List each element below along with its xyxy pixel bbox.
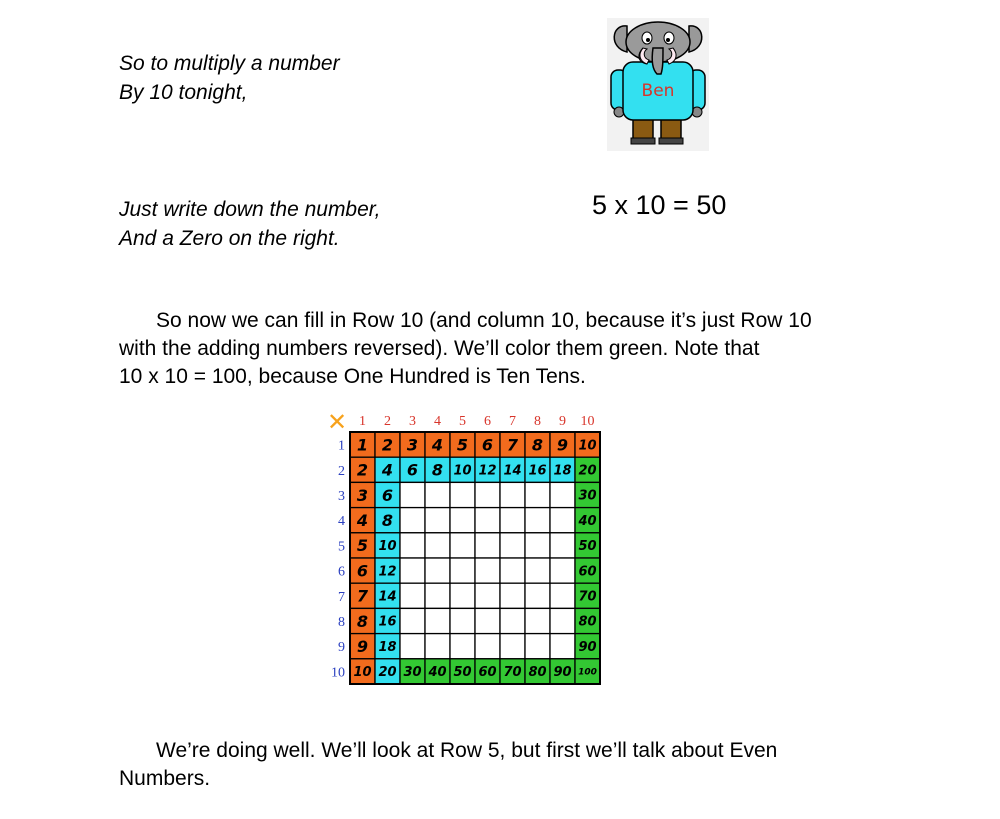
grid-cell-empty <box>475 583 500 608</box>
grid-cell-value: 14 <box>503 463 522 479</box>
paragraph-row-10 <box>119 307 899 391</box>
poem-line: And a Zero on the right. <box>119 227 340 250</box>
grid-cell-value: 50 <box>453 665 472 681</box>
grid-cell-empty <box>475 634 500 659</box>
grid-cell-value: 8 <box>431 460 444 480</box>
paragraph-line: We’re doing well. We’ll look at Row 5, but first we’ll talk about Even <box>156 739 778 762</box>
grid-cell-value: 5 <box>456 435 469 455</box>
paragraph-line: with the adding numbers reversed). We’ll color them green. Note that <box>119 337 760 360</box>
row-header: 10 <box>331 665 345 681</box>
grid-cell-value: 3 <box>406 435 419 455</box>
grid-cell-empty <box>425 533 450 558</box>
grid-cell-value: 16 <box>378 614 397 630</box>
multiplication-table <box>320 408 610 688</box>
grid-cell-empty <box>450 583 475 608</box>
column-header: 10 <box>580 414 595 429</box>
grid-cell-value: 20 <box>578 463 597 479</box>
grid-cell-empty <box>425 508 450 533</box>
grid-cell-empty <box>450 508 475 533</box>
grid-cell-value: 90 <box>553 665 572 681</box>
grid-cell-value: 12 <box>378 564 397 580</box>
grid-cell-empty <box>400 482 425 507</box>
row-header: 9 <box>338 640 345 656</box>
grid-cell-value: 9 <box>356 636 369 656</box>
grid-cell-value: 60 <box>578 564 597 580</box>
paragraph-line: 10 x 10 = 100, because One Hundred is Ten Tens. <box>119 365 586 388</box>
grid-cell-empty <box>550 533 575 558</box>
grid-cell-empty <box>500 558 525 583</box>
grid-cell-empty <box>550 508 575 533</box>
grid-cell-value: 7 <box>506 435 519 455</box>
grid-cell-value: 20 <box>378 665 397 681</box>
grid-cell-value: 7 <box>356 586 369 606</box>
row-header: 3 <box>338 489 345 504</box>
grid-cell-value: 8 <box>531 435 544 455</box>
grid-cell-empty <box>525 634 550 659</box>
column-header: 9 <box>559 414 566 429</box>
grid-cell-empty <box>500 482 525 507</box>
grid-cell-empty <box>525 533 550 558</box>
grid-cell-empty <box>400 608 425 633</box>
grid-cell-empty <box>450 558 475 583</box>
grid-cell-value: 50 <box>578 539 597 555</box>
grid-cell-value: 16 <box>528 463 547 479</box>
grid-cell-value: 6 <box>381 485 394 505</box>
paragraph-even-numbers <box>119 737 899 793</box>
equation: 5 x 10 = 50 <box>592 190 727 220</box>
grid-cell-empty <box>525 558 550 583</box>
grid-cell-value: 80 <box>578 614 597 630</box>
grid-cell-empty <box>475 608 500 633</box>
grid-cell-value: 100 <box>578 667 597 678</box>
grid-cell-empty <box>475 558 500 583</box>
grid-cell-value: 8 <box>381 510 394 530</box>
column-header: 8 <box>534 414 541 429</box>
column-header: 6 <box>484 414 491 429</box>
grid-cell-value: 10 <box>378 539 397 555</box>
grid-cell-empty <box>400 533 425 558</box>
grid-cell-value: 40 <box>428 665 447 681</box>
grid-cell-value: 2 <box>381 435 394 455</box>
poem-stanza-2 <box>119 195 380 253</box>
grid-cell-value: 30 <box>578 488 597 504</box>
column-header: 4 <box>434 414 441 429</box>
poem-line: So to multiply a number <box>119 52 340 75</box>
grid-cell-value: 80 <box>528 665 547 681</box>
grid-cell-value: 18 <box>378 639 397 655</box>
grid-cell-value: 4 <box>356 510 369 530</box>
poem-stanza-1 <box>119 49 340 107</box>
grid-cell-value: 60 <box>478 665 497 681</box>
grid-cell-value: 10 <box>453 463 472 479</box>
grid-cell-empty <box>525 508 550 533</box>
poem-line: Just write down the number, <box>119 198 381 221</box>
column-header: 2 <box>384 414 391 429</box>
grid-cell-value: 4 <box>431 435 444 455</box>
grid-cell-empty <box>500 634 525 659</box>
ben-elephant-illustration <box>607 18 709 151</box>
paragraph-line: So now we can fill in Row 10 (and column 10, because it’s just Row 10 <box>156 309 812 332</box>
grid-cell-value: 10 <box>353 665 372 681</box>
grid-cell-empty <box>550 608 575 633</box>
grid-cell-empty <box>475 482 500 507</box>
grid-cell-empty <box>525 583 550 608</box>
row-header: 7 <box>338 589 345 605</box>
column-header: 7 <box>509 414 516 429</box>
column-header: 3 <box>409 414 416 429</box>
grid-cell-value: 10 <box>578 438 597 454</box>
row-header: 1 <box>338 438 345 454</box>
grid-cell-value: 6 <box>406 460 419 480</box>
grid-cell-empty <box>450 634 475 659</box>
grid-cell-value: 90 <box>578 639 597 655</box>
grid-cell-empty <box>425 608 450 633</box>
grid-cell-empty <box>425 634 450 659</box>
grid-cell-empty <box>450 533 475 558</box>
grid-cell-value: 30 <box>403 665 422 681</box>
grid-cell-empty <box>475 508 500 533</box>
grid-cell-empty <box>500 533 525 558</box>
grid-cell-empty <box>400 634 425 659</box>
grid-cell-value: 9 <box>556 435 569 455</box>
shirt-text: Ben <box>641 81 675 101</box>
grid-cell-empty <box>550 482 575 507</box>
grid-cell-value: 40 <box>578 513 597 529</box>
grid-cell-empty <box>525 482 550 507</box>
grid-cell-empty <box>500 608 525 633</box>
grid-cell-empty <box>550 558 575 583</box>
row-header: 8 <box>338 615 345 630</box>
grid-cell-empty <box>400 558 425 583</box>
poem-line: By 10 tonight, <box>119 81 248 104</box>
row-header: 2 <box>338 463 345 479</box>
row-header: 6 <box>338 564 345 580</box>
grid-cell-value: 5 <box>356 536 369 556</box>
grid-cell-empty <box>425 482 450 507</box>
grid-cell-value: 14 <box>378 589 397 605</box>
column-header: 5 <box>459 414 466 429</box>
grid-cell-value: 3 <box>356 485 369 505</box>
grid-cell-empty <box>425 558 450 583</box>
row-header: 5 <box>338 539 345 555</box>
grid-cell-empty <box>450 482 475 507</box>
grid-cell-value: 70 <box>578 589 597 605</box>
grid-cell-value: 6 <box>356 561 369 581</box>
grid-cell-empty <box>500 508 525 533</box>
grid-cell-value: 2 <box>356 460 369 480</box>
grid-cell-value: 8 <box>356 611 369 631</box>
grid-cell-empty <box>400 508 425 533</box>
grid-cell-empty <box>425 583 450 608</box>
grid-cell-value: 6 <box>481 435 494 455</box>
grid-cell-empty <box>550 634 575 659</box>
grid-cell-empty <box>400 583 425 608</box>
grid-cell-value: 12 <box>478 463 497 479</box>
paragraph-line: Numbers. <box>119 767 211 790</box>
grid-cell-value: 1 <box>356 435 369 455</box>
grid-cell-empty <box>525 608 550 633</box>
grid-cell-empty <box>550 583 575 608</box>
grid-cell-value: 4 <box>381 460 394 480</box>
grid-cell-empty <box>500 583 525 608</box>
grid-cell-empty <box>475 533 500 558</box>
column-header: 1 <box>359 414 366 429</box>
grid-cell-value: 18 <box>553 463 572 479</box>
corner-times-symbol: ✕ <box>326 408 348 436</box>
grid-cell-empty <box>450 608 475 633</box>
row-header: 4 <box>338 514 345 530</box>
grid-cell-value: 70 <box>503 665 522 681</box>
